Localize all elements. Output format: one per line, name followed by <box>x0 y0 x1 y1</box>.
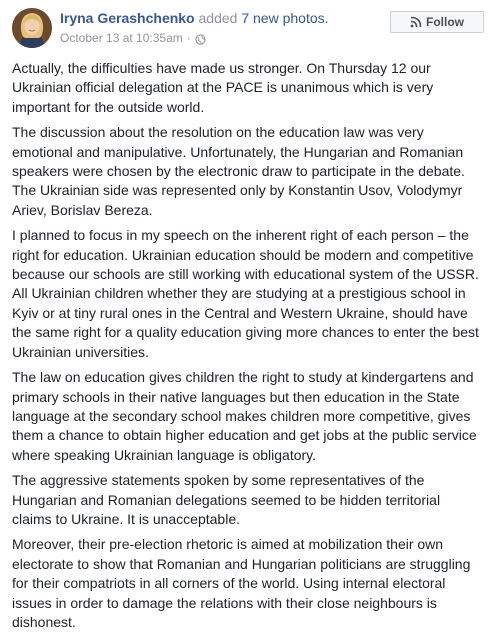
post-header <box>0 0 494 56</box>
avatar-image <box>12 8 52 48</box>
paragraph-6: Moreover, their pre-election rhetoric is aimed at mobilization their own electorate to show that Romanian and Hungarian politicians are struggling for their compatriots in all corners of the world. Using internal electoral issues in order to damage the relations with their close neighbours is dishonest. <box>12 536 471 630</box>
paragraph-1: Actually, the difficulties have made us stronger. On Thursday 12 our Ukrainian official delegation at the PACE is unanimous which is very important for the outside world. <box>12 60 434 115</box>
follow-label: Follow <box>426 15 464 29</box>
rss-icon <box>410 16 422 28</box>
globe-icon[interactable] <box>195 33 206 44</box>
author-name-link[interactable]: Iryna Gerashchenko <box>60 10 195 26</box>
action-prefix: added <box>198 10 238 26</box>
post-timestamp[interactable]: October 13 at 10:35am <box>60 31 183 45</box>
author-action <box>199 10 329 26</box>
paragraph-4: The law on education gives children the right to study at kindergartens and primary schools in their native languages but then education in the State language at the secondary school makes children more competitive, gives them a chance to obtain higher education and get jobs at the public service where speaking Ukrainian language is obligatory. <box>12 369 477 463</box>
meta-separator: · <box>186 31 191 45</box>
paragraph-3: I planned to focus in my speech on the inherent right of each person – the right for education. Ukrainian education should be modern and competitive because our schools are still working with educational system of the USSR. All Ukrainian children whether they are studying at a prestigious school in Kyiv or at tiny rural ones in the Central and Western Ukraine, should have the same right for a quality education giving more chances to enter the best Ukrainian universities. <box>12 227 479 360</box>
author-line <box>60 10 329 27</box>
avatar[interactable] <box>12 8 52 48</box>
follow-button[interactable] <box>390 11 484 33</box>
post-meta <box>60 30 206 46</box>
paragraph-2: The discussion about the resolution on the education law was very emotional and manipulative. Unfortunately, the Hungarian and Romanian speakers were chosen by the electronic draw to participate in the debate. The Ukrainian side was represented only by Konstantin Usov, Volodymyr Ariev, Borislav Bereza. <box>12 124 465 218</box>
post-body <box>12 59 482 638</box>
photos-link[interactable]: 7 new photos. <box>241 10 329 26</box>
paragraph-5: The aggressive statements spoken by some representatives of the Hungarian and Romanian delegations seemed to be hidden territorial claims to Ukraine. It is unacceptable. <box>12 472 441 527</box>
